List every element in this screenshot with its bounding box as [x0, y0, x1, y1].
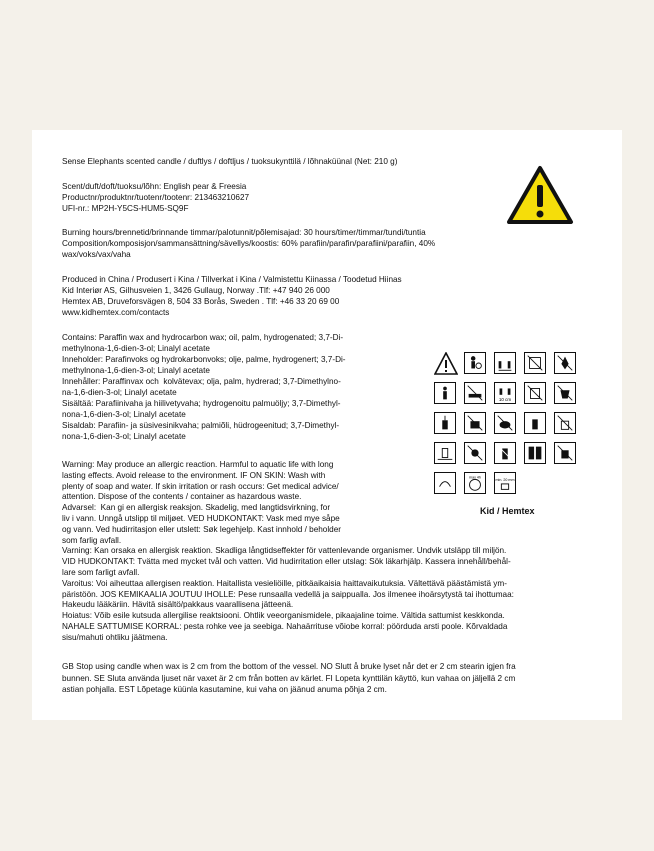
warning-line: VID HUDKONTAKT: Tvätta med mycket tvål och vatten. Vid hudirritation eller utslag: Sök läkarhjälp. Kassera innehåll/behål-	[62, 557, 511, 567]
stop-line: GB Stop using candle when wax is 2 cm from the bottom of the vessel. NO Slutt å bruke lyset når det er 2 cm stearin igjen fra	[62, 662, 516, 671]
upright-icon	[524, 412, 546, 434]
extinguish-icon	[434, 472, 456, 494]
caution-icon	[434, 352, 458, 375]
brand-label: Kid / Hemtex	[480, 506, 535, 516]
warning-line: Varning: Kan orsaka en allergisk reaktion. Skadliga långtidseffekter för vattenlevande organismer. Undvik utsläpp till miljön.	[62, 546, 507, 556]
max-burn-time-icon	[464, 472, 486, 494]
warning-line: plenty of soap and water. If skin irritation or rash occurs: Get medical advice/	[62, 481, 339, 491]
no-sun-icon	[464, 442, 486, 464]
no-heat-icon	[524, 382, 546, 404]
svg-text:10 cm: 10 cm	[498, 397, 512, 403]
no-tilt-icon	[554, 442, 576, 464]
contains-line: na-1,6-dien-3-ol; Linalyl acetate	[62, 388, 177, 397]
no-draft-icon	[524, 352, 546, 374]
no-blow-icon	[554, 412, 576, 434]
warning-line: päristöön. JOS KEMIKAALIA JOUTUU IHOLLE: Pese runsaalla vedellä ja saippualla. Jos ilmenee ihoärsytystä tai ihottumaa:	[62, 589, 514, 599]
distance-icon	[494, 352, 516, 374]
contains-line: Inneholder: Parafinvoks og hydrokarbonvoks; olje, palme, hydrogenert; 3,7-Di-	[62, 355, 346, 364]
warning-line: sisu/mahuti ohtliku jäätmena.	[62, 632, 168, 642]
stop-line: bunnen. SE Sluta använda ljuset när vaxet är 2 cm från botten av kärlet. FI Lopeta kynttilän käyttö, kun vahaa on jäljellä 2 cm	[62, 673, 516, 683]
contains-line: methylnona-1,6-dien-3-ol; Linalyl acetate	[62, 344, 210, 353]
warning-line: attention. Dispose of the contents / container as hazardous waste.	[62, 492, 302, 502]
heat-resistant-surface-icon	[434, 442, 456, 464]
warning-line: Advarsel: Kan gi en allergisk reaksjon. Skadelig, med langtidsvirkning, for	[62, 503, 331, 513]
contains-line: Sisältää: Parafiinivaha ja hiilivetyvaha; hydrogenoitu palmuöljy; 3,7-Dimethyl-	[62, 399, 341, 408]
contains-line: methylnona-1,6-dien-3-ol; Linalyl acetate	[62, 366, 210, 375]
contains-line: nona-1,6-dien-3-ol; Linalyl acetate	[62, 410, 186, 419]
no-sleep-icon	[464, 382, 486, 404]
contains-line: Sisaldab: Parafiin- ja süsivesinikvaha; palmiõli, hüdrogeenitud; 3,7-Dimethyl-	[62, 421, 340, 430]
warning-triangle-icon	[506, 165, 574, 225]
warning-line: Varoitus: Voi aiheuttaa allergisen reaktion. Haitallista vesieliöille, pitkäaikaisia haittavaikutuksia. Vältettävä päästämistä ym-	[62, 578, 507, 588]
composition-line: Composition/komposisjon/sammansättning/sävellys/koostis: 60% parafiin/parafin/parafiini/parafiin, 40%	[62, 239, 436, 248]
address-kid: Kid Interiør AS, Gilhusveien 1, 3426 Gullaug, Norway .Tlf: +47 940 26 000	[62, 286, 330, 295]
contains-line: Innehåller: Paraffinvax och kolvätevax; olja, palm, hydrerad; 3,7-Dimethylno-	[62, 377, 341, 386]
warning-line: Hoiatus: Võib esile kutsuda allergilise reaktsiooni. Ohtlik veeorganismidele, pikaajaline toime. Vältida sattumist keskkonda.	[62, 611, 505, 621]
contains-line: Contains: Paraffin wax and hydrocarbon wax; oil, palm, hydrogenated; 3,7-Di-	[62, 333, 344, 342]
trim-wick-icon	[434, 412, 456, 434]
composition-line-2: wax/voks/vax/vaha	[62, 250, 131, 259]
warning-line: som farlig avfall.	[62, 535, 122, 545]
warning-line: NAHALE SATTUMISE KORRAL: pesta rohke vee ja seebiga. Nahaärrituse võiobe korral: pöörduda arsti poole. Kõrvaldada	[62, 622, 508, 631]
no-liquid-icon	[554, 382, 576, 404]
svg-text:min. 20 mm: min. 20 mm	[495, 478, 515, 483]
no-flammable-icon	[554, 352, 576, 374]
ufi-number: UFI-nr.: MP2H-Y5CS-HUM5-SQ9F	[62, 204, 189, 213]
product-label	[32, 130, 622, 720]
burning-line: Burning hours/brennetid/brinnande timmar/palotunnit/põlemisajad: 30 hours/timer/timmar/tundi/tuntia	[62, 228, 426, 237]
no-touch-icon	[494, 442, 516, 464]
product-title: Sense Elephants scented candle / duftlys / doftljus / tuoksukynttilä / lõhnaküünal (Net: 210 g)	[62, 157, 398, 166]
no-pets-icon	[494, 412, 516, 434]
no-move-lit-icon	[464, 412, 486, 434]
warning-line: Warning: May produce an allergic reaction. Harmful to aquatic life with long	[62, 460, 334, 469]
scent-line: Scent/duft/doft/tuoksu/lõhn: English pear & Freesia	[62, 182, 247, 191]
warning-line: liv i vann. Unngå utslipp til miljøet. VED HUDKONTAKT: Vask med mye såpe	[62, 514, 340, 523]
product-number: Productnr/produktnr/tuotenr/tootenr: 213463210627	[62, 193, 250, 202]
warning-line: lare som farligt avfall.	[62, 568, 140, 577]
no-curtain-icon	[524, 442, 546, 464]
contains-line: nona-1,6-dien-3-ol; Linalyl acetate	[62, 432, 186, 441]
svg-text:max 4h: max 4h	[469, 475, 481, 480]
address-hemtex: Hemtex AB, Druveforsvägen 8, 504 33 Borås, Sweden . Tlf: +46 33 20 69 00	[62, 297, 340, 306]
min-wax-icon	[494, 472, 516, 494]
warning-line: lasting effects. Avoid release to the environment. IF ON SKIN: Wash with	[62, 470, 326, 480]
stop-line: astian pohjalla. EST Lõpetage küünla kasutamine, kui vaha on jäänud anuma põhja 2 cm.	[62, 685, 387, 695]
warning-line: Hakeudu lääkäriin. Hävitä sisältö/pakkaus vaarallisena jätteenä.	[62, 600, 294, 610]
contacts-url: www.kidhemtex.com/contacts	[62, 308, 170, 317]
no-leaving-unattended-icon	[434, 382, 456, 404]
spacing-10cm-icon	[494, 382, 516, 404]
no-children-icon	[464, 352, 486, 374]
produced-line: Produced in China / Produsert i Kina / Tillverkat i Kina / Valmistettu Kiinassa / Toodetud Hiinas	[62, 275, 402, 284]
warning-line: og vann. Ved hudirritasjon eller utslett: Søk legehjelp. Kast innhold / beholder	[62, 524, 342, 534]
